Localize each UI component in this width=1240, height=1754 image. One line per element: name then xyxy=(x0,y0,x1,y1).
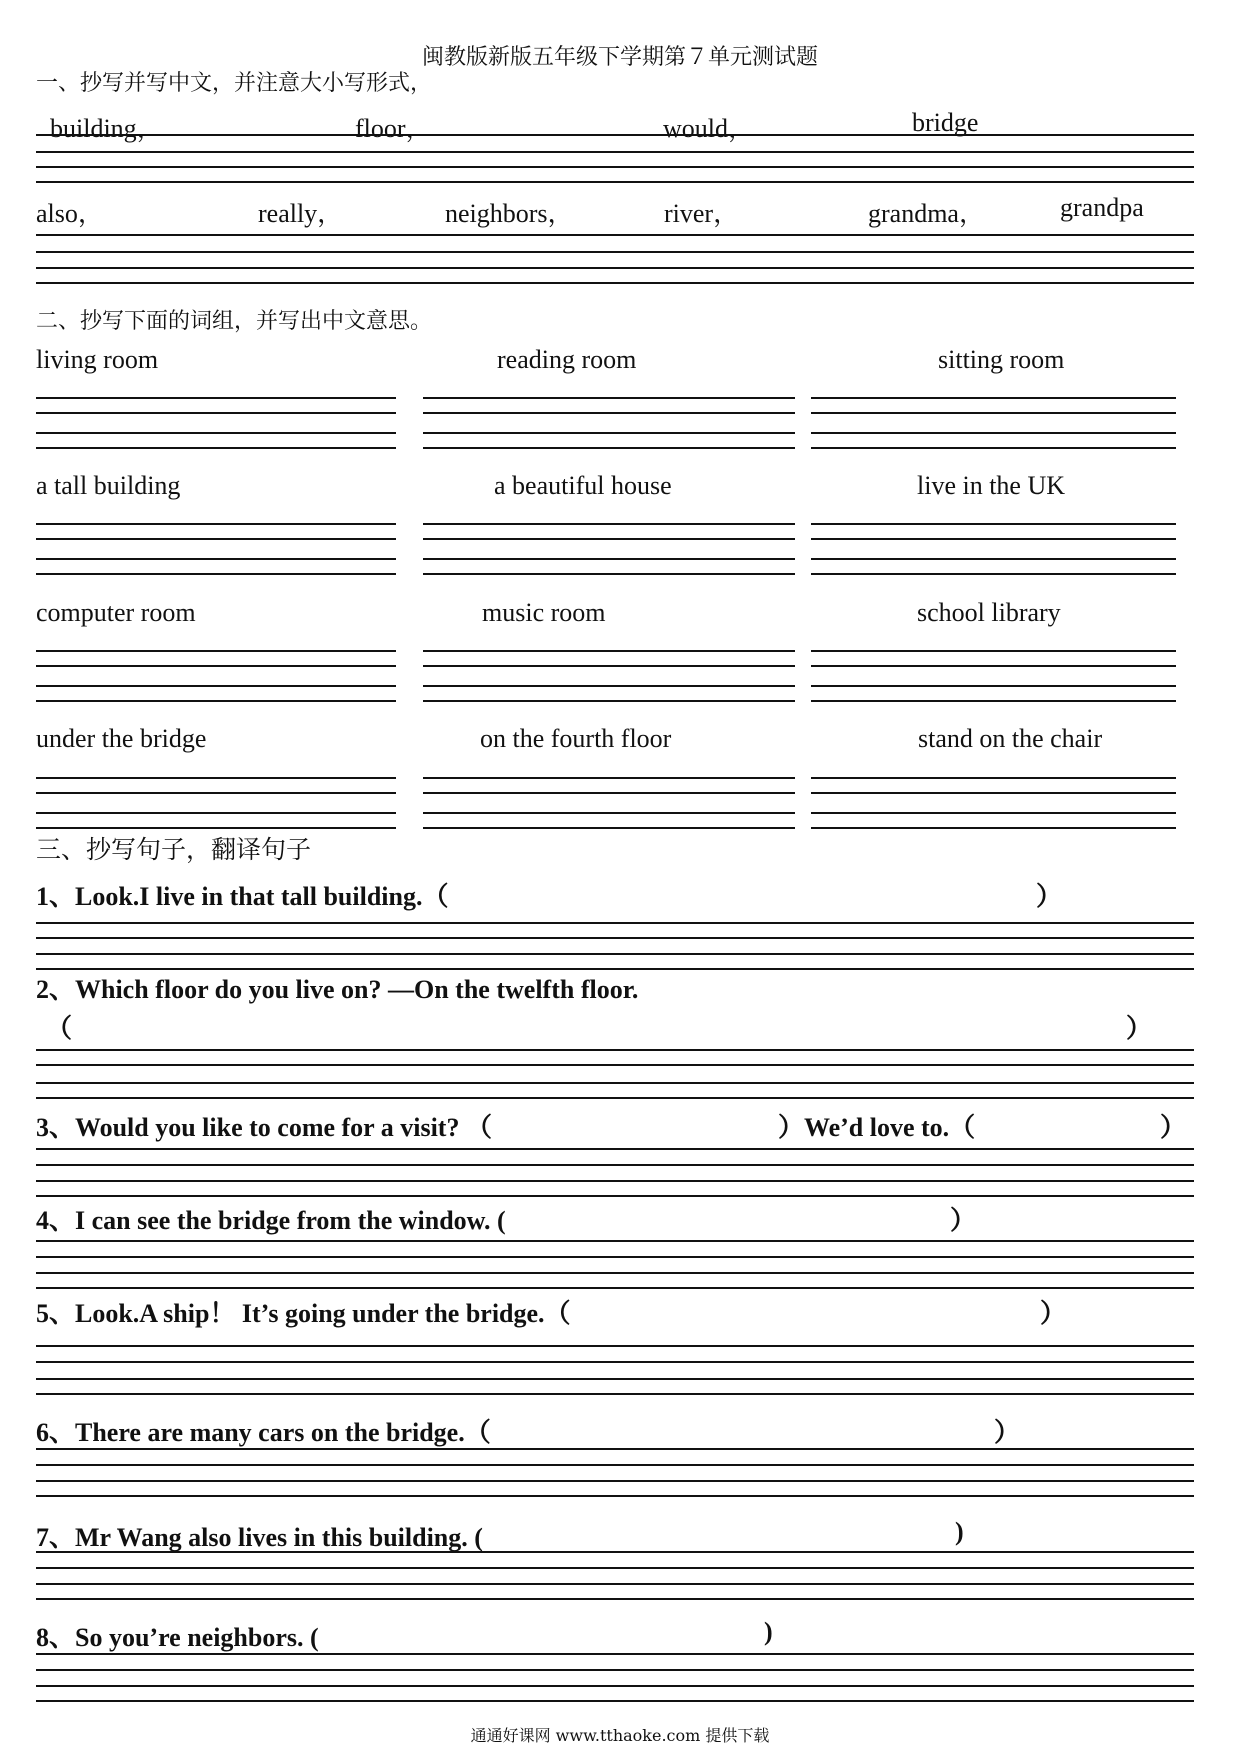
writing-line xyxy=(36,1700,1194,1702)
writing-line xyxy=(811,397,1176,399)
sentence-3-reply: ）We’d love to.（ xyxy=(778,1113,976,1142)
writing-line xyxy=(36,1195,1194,1197)
writing-line xyxy=(36,1551,1194,1553)
writing-line xyxy=(423,777,795,779)
paren-close: ） xyxy=(1036,882,1063,911)
writing-line xyxy=(36,937,1194,939)
writing-line xyxy=(36,1361,1194,1363)
writing-line xyxy=(36,1097,1194,1099)
writing-line xyxy=(36,685,396,687)
phrase: a beautiful house xyxy=(494,471,672,500)
writing-line xyxy=(423,827,795,829)
word-building: building， xyxy=(50,114,163,143)
writing-line xyxy=(36,412,396,414)
phrase: school library xyxy=(917,598,1061,627)
footer: 通通好课网 www.tthaoke.com 提供下载 xyxy=(470,1726,770,1745)
word-grandpa: grandpa xyxy=(1060,193,1144,222)
sentence-4: 4、I can see the bridge from the window. ( xyxy=(36,1206,506,1235)
writing-line xyxy=(36,1598,1194,1600)
writing-line xyxy=(36,922,1194,924)
paren-open: （ xyxy=(46,1014,73,1043)
writing-line xyxy=(36,1064,1194,1066)
writing-line xyxy=(36,447,396,449)
writing-line xyxy=(36,1049,1194,1051)
writing-line xyxy=(423,412,795,414)
paren-close: ） xyxy=(950,1206,977,1235)
writing-line xyxy=(811,777,1176,779)
writing-line xyxy=(36,1583,1194,1585)
writing-line xyxy=(423,558,795,560)
writing-line xyxy=(36,166,1194,168)
writing-line xyxy=(36,1480,1194,1482)
writing-line xyxy=(811,412,1176,414)
writing-line xyxy=(36,181,1194,183)
writing-line xyxy=(423,538,795,540)
page-title: 闽教版新版五年级下学期第７单元测试题 xyxy=(421,45,818,70)
writing-line xyxy=(423,650,795,652)
phrase: computer room xyxy=(36,598,196,627)
sentence-7: 7、Mr Wang also lives in this building. ( xyxy=(36,1523,483,1552)
word-bridge: bridge xyxy=(912,108,979,137)
phrase: living room xyxy=(36,345,159,374)
writing-line xyxy=(423,665,795,667)
writing-line xyxy=(36,1240,1194,1242)
word-floor: floor， xyxy=(355,114,432,143)
writing-line xyxy=(36,234,1194,236)
writing-line xyxy=(36,812,396,814)
writing-line xyxy=(36,1345,1194,1347)
phrase: a tall building xyxy=(36,471,181,500)
writing-line xyxy=(36,134,1194,136)
writing-line xyxy=(36,1495,1194,1497)
writing-line xyxy=(811,558,1176,560)
paren-close: ) xyxy=(764,1617,773,1646)
writing-line xyxy=(36,1669,1194,1671)
section2-heading: 二、抄写下面的词组，并写出中文意思。 xyxy=(36,309,433,334)
writing-line xyxy=(36,1567,1194,1569)
paren-close: ） xyxy=(1040,1299,1067,1328)
sentence-2: 2、Which floor do you live on? —On the twelfth floor. xyxy=(36,975,639,1004)
writing-line xyxy=(36,1653,1194,1655)
phrase: on the fourth floor xyxy=(480,724,672,753)
writing-line xyxy=(36,1378,1194,1380)
writing-line xyxy=(36,267,1194,269)
writing-line xyxy=(423,700,795,702)
word-neighbors: neighbors， xyxy=(445,199,574,228)
word-really: really， xyxy=(258,199,344,228)
writing-line xyxy=(36,953,1194,955)
paren-close: ） xyxy=(994,1418,1021,1447)
writing-line xyxy=(423,812,795,814)
writing-line xyxy=(811,792,1176,794)
writing-line xyxy=(811,827,1176,829)
writing-line xyxy=(36,573,396,575)
writing-line xyxy=(36,827,396,829)
writing-line xyxy=(423,432,795,434)
writing-line xyxy=(36,1180,1194,1182)
writing-line xyxy=(811,538,1176,540)
writing-line xyxy=(36,1685,1194,1687)
writing-line xyxy=(423,397,795,399)
word-river: river， xyxy=(664,199,740,228)
writing-line xyxy=(423,523,795,525)
writing-line xyxy=(36,1164,1194,1166)
writing-line xyxy=(36,650,396,652)
paren-close: ） xyxy=(1160,1113,1187,1142)
writing-line xyxy=(36,282,1194,284)
phrase: stand on the chair xyxy=(918,724,1103,753)
writing-line xyxy=(36,700,396,702)
writing-line xyxy=(36,251,1194,253)
writing-line xyxy=(811,650,1176,652)
writing-line xyxy=(36,432,396,434)
paren-close: ） xyxy=(1126,1014,1153,1043)
writing-line xyxy=(811,523,1176,525)
writing-line xyxy=(36,665,396,667)
writing-line xyxy=(36,1148,1194,1150)
writing-line xyxy=(36,523,396,525)
writing-line xyxy=(811,447,1176,449)
writing-line xyxy=(811,573,1176,575)
writing-line xyxy=(36,1393,1194,1395)
writing-line xyxy=(811,432,1176,434)
phrase: reading room xyxy=(497,345,637,374)
writing-line xyxy=(423,447,795,449)
word-would: would， xyxy=(663,114,755,143)
phrase: sitting room xyxy=(938,345,1065,374)
writing-line xyxy=(36,1082,1194,1084)
writing-line xyxy=(423,792,795,794)
writing-line xyxy=(36,558,396,560)
writing-line xyxy=(423,685,795,687)
phrase: under the bridge xyxy=(36,724,207,753)
section1-heading: 一、抄写并写中文，并注意大小写形式， xyxy=(36,71,433,96)
sentence-1: 1、Look.I live in that tall building.（ xyxy=(36,882,449,911)
sentence-5: 5、Look.A ship！ It’s going under the bridge.（ xyxy=(36,1299,571,1328)
phrase: live in the UK xyxy=(917,471,1066,500)
writing-line xyxy=(811,812,1176,814)
writing-line xyxy=(36,1272,1194,1274)
writing-line xyxy=(811,700,1176,702)
writing-line xyxy=(36,777,396,779)
sentence-6: 6、There are many cars on the bridge.（ xyxy=(36,1418,491,1447)
writing-line xyxy=(36,1464,1194,1466)
sentence-3: 3、Would you like to come for a visit? （ xyxy=(36,1113,492,1142)
writing-line xyxy=(36,1256,1194,1258)
writing-line xyxy=(36,1287,1194,1289)
writing-line xyxy=(36,1448,1194,1450)
writing-line xyxy=(811,685,1176,687)
writing-line xyxy=(423,573,795,575)
phrase: music room xyxy=(482,598,606,627)
section3-heading: 三、抄写句子，翻译句子 xyxy=(36,835,312,864)
writing-line xyxy=(36,397,396,399)
sentence-8: 8、So you’re neighbors. ( xyxy=(36,1623,319,1652)
word-grandma: grandma， xyxy=(868,199,985,228)
word-also: also， xyxy=(36,199,104,228)
writing-line xyxy=(36,538,396,540)
writing-line xyxy=(36,151,1194,153)
paren-close: ) xyxy=(955,1517,964,1546)
writing-line xyxy=(811,665,1176,667)
writing-line xyxy=(36,792,396,794)
